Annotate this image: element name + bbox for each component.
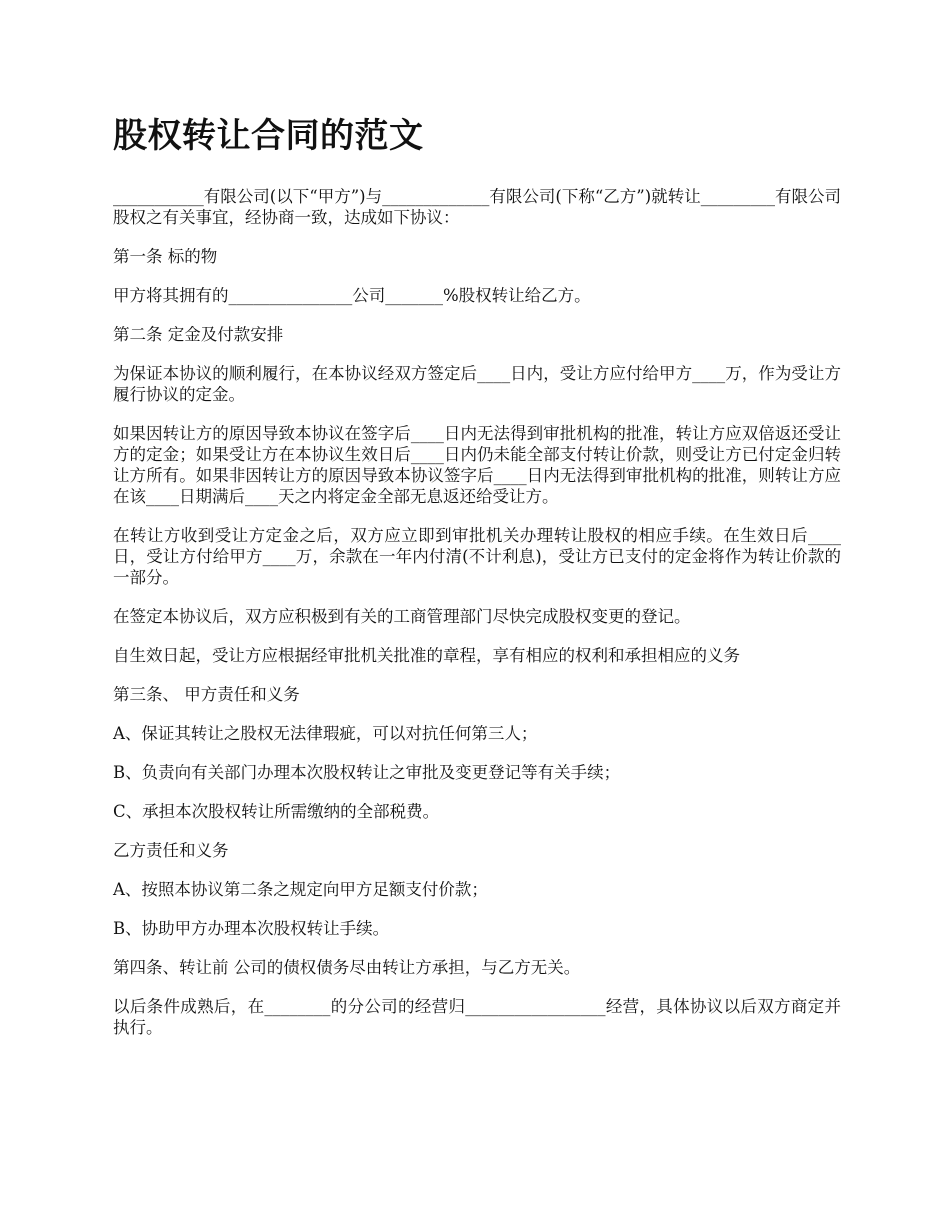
article-1-heading: 第一条 标的物 xyxy=(113,247,218,266)
party-a-duty-a: A、保证其转让之股权无法律瑕疵，可以对抗任何第三人； xyxy=(113,724,538,743)
article-4-paragraph: 第四条、转让前 公司的债权债务尽由转让方承担，与乙方无关。 xyxy=(113,958,581,977)
preamble-paragraph: ___________有限公司(以下“甲方”)与_____________有限公司(下称“乙方”)就转让_________有限公司股权之有关事宜，经协商一致，达成如下协议： xyxy=(113,187,841,227)
registration-paragraph: 在签定本协议后，双方应积极到有关的工商管理部门尽快完成股权变更的登记。 xyxy=(113,607,691,626)
article-3-heading: 第三条、 甲方责任和义务 xyxy=(113,685,300,704)
party-b-duties-heading: 乙方责任和义务 xyxy=(113,841,229,860)
deposit-refund-paragraph: 如果因转让方的原因导致本协议在签字后____日内无法得到审批机构的批准，转让方应双倍返还受让方的定金；如果受让方在本协议生效日后____日内仍未能全部支付转让价款，则受让方已付定金归转让方所有。如果非因转让方的原因导致本协议签字后____日内无法得到审批机构的批准，则转让方应在该____日期满后____天之内将定金全部无息返还给受让方。 xyxy=(113,424,841,506)
document-title: 股权转让合同的范文 xyxy=(113,116,424,156)
party-b-duty-a: A、按照本协议第二条之规定向甲方足额支付价款； xyxy=(113,880,488,899)
party-a-duty-b: B、负责向有关部门办理本次股权转让之审批及变更登记等有关手续； xyxy=(113,763,621,782)
party-a-duty-c: C、承担本次股权转让所需缴纳的全部税费。 xyxy=(113,802,440,821)
article-2-heading: 第二条 定金及付款安排 xyxy=(113,325,284,344)
deposit-paragraph: 为保证本协议的顺利履行，在本协议经双方签定后____日内，受让方应付给甲方____万，作为受让方履行协议的定金。 xyxy=(113,364,841,404)
future-arrangement-paragraph: 以后条件成熟后，在________的分公司的经营归_________________经营，具体协议以后双方商定并执行。 xyxy=(113,997,841,1037)
payment-paragraph: 在转让方收到受让方定金之后，双方应立即到审批机关办理转让股权的相应手续。在生效日后____日，受让方付给甲方____万，余款在一年内付清(不计利息)，受让方已支付的定金将作为转让价款的一部分。 xyxy=(113,526,841,587)
article-1-body: 甲方将其拥有的_______________公司_______%股权转让给乙方。 xyxy=(113,286,591,305)
party-b-duty-b: B、协助甲方办理本次股权转让手续。 xyxy=(113,919,390,938)
rights-paragraph: 自生效日起，受让方应根据经审批机关批准的章程，享有相应的权利和承担相应的义务 xyxy=(113,646,740,665)
document-page xyxy=(113,112,841,1056)
